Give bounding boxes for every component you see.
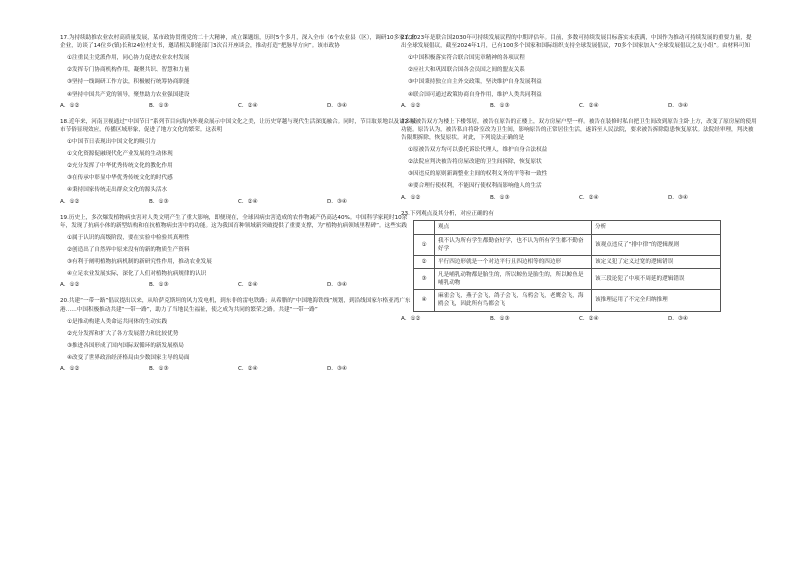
question-stem: 23.下列观点及其分析，对应正确的有 [401,210,494,217]
choice-c: C．②④ [238,102,258,109]
option: ③坚持一线调研工作方法，积极履行统筹协商职能 [67,79,190,86]
choice-b: B．①③ [149,198,169,205]
question-17 [60,34,416,110]
choice-a: A．①② [60,282,80,289]
choice-b: B．①③ [149,102,169,109]
choice-c: C．②④ [579,194,599,201]
table-row [414,234,721,255]
choice-b: B．①③ [490,315,510,322]
question-stem: 20.共建“一带一路”倡议提出以来，从哈萨克斯坦的风力发电机，到东非的雷电铁路；从希腊的“中国地海铁线”规划，到沿线国家尔格亚湾广东港……中国积极推动共建“一带一路”，助力了当地民生福祉，使之成为共同的繁荣之路。共建“一带一路” [60,298,411,313]
table-cell: ④ [414,290,435,311]
option: ②应社大和巩固联合国各会员国之间的盟友关系 [408,67,525,74]
option: ①注重民主党派作用，同心协力促进农业农村发展 [67,55,190,62]
question-stem: 18.近年来，河南卫视通过“中国节日”系列节目向海内外观众展示中国文化之美，让历史穿越与现代生活深度融合。同时，节目取景地以及诸多城市节俗显现效应，传播区域形象，促进了地方文化的繁荣。这表明 [60,118,416,133]
option: ④改变了世界政治经济格局由少数国家主导的局面 [67,354,190,361]
choice-a: A．①② [60,366,80,373]
question-stem: 17.为持续助推农业农村高质量发展，某市政协贯彻党的二十大精神，成立课题组，历时5个多月，深入全市（6个农业县（区），调研10多家农业企业，访谈了14位乡(镇)长和24位村支书，邀请相关职能部门3次召开座谈会，推动打造“把脉导方向”。该市政协 [60,35,416,50]
table-header-cell: 分析 [592,220,721,234]
choice-d: D．③④ [668,102,688,109]
option: ①中国积极落实符合联合国宪章精神的各项议程 [408,55,525,62]
option: ①原被告双方均可以委托诉讼代理人，维护自身合法权益 [408,147,548,154]
option: ③中国秉持独立自主外交政策，坚决维护自身发展利益 [408,79,542,86]
option: ④联合国可通过政策协商自身作用，维护人类共同利益 [408,91,542,98]
choice-a: A．①② [60,102,80,109]
choice-c: C．②④ [238,198,258,205]
answer-choices [60,365,416,373]
answer-choices [60,198,416,206]
choice-a: A．①② [401,315,421,322]
option: ④要合理行使权利，不能因行使权利而影响他人的生活 [408,183,542,190]
answer-choices [401,315,757,323]
choice-d: D．③④ [327,102,347,109]
option: ①文化资源促融现代化产业发展的生动体现 [67,151,173,158]
option: ④秉持国家传统走出群众文化的源头活水 [67,187,168,194]
table-cell: 该推理运用了不完全归纳推理 [592,290,721,311]
table-row [414,255,721,268]
choice-d: D．③④ [668,315,688,322]
option: ③因违反的原则新调整业主间的权利义务的平等和一致性 [408,171,548,178]
table-header-row [414,220,721,234]
choice-b: B．①③ [149,366,169,373]
table-cell: 平行四边形就是一个对边平行且四边相等的四边形 [435,255,592,268]
option: ①属于认识的高级阶段，要在实验中检验其真理性 [67,234,190,241]
question-stem: 19.历史上，多次爆发植物病虫害对人类文明产生了重大影响，即便现在，全球因病虫害造成的农作物减产仍高达40%。中国科学家耗时10余年，发现了抗病小体的新型结构和在抗植物病虫害中的功能。这为我国育种领域新突破提供了重要支撑，为“植物抗病领域里程碑”。这些实践 [60,214,408,229]
option: ①是推动构建人类命运共同体的生动实践 [67,318,168,325]
choice-d: D．③④ [327,198,347,205]
table-header-cell: 观点 [435,220,592,234]
table-cell: ③ [414,269,435,290]
table-cell: 我不认为所有学生都勤奋好学，也不认为所有学生都不勤奋好学 [435,234,592,255]
question-22 [401,118,757,202]
option: ②创造出了自然界中原来没有的新的物质生产资料 [67,246,190,253]
option: ②法院应判决被告将房屋改建的卫生间拆除，恢复原状 [408,159,542,166]
choice-b: B．①③ [490,102,510,109]
question-stem: 21.2023年是联合国2030年可持续发展议程的中期评估年。目前，多数可持续发展目标落实未获满，中国作为推动可持续发展的重要力量，提出全球发展倡议，截至2024年1月，已有100多个国家和国际组织支持全球发展倡议，70多个国家加入“全球发展倡议之友小组”。由材料可知 [401,35,752,50]
choice-c: C．②④ [579,102,599,109]
choice-c: C．②④ [579,315,599,322]
table-row [414,269,721,290]
choice-a: A．①② [60,198,80,205]
question-23 [401,210,757,323]
choice-d: D．③④ [327,282,347,289]
question-21 [401,34,757,110]
table-cell: 麻雀会飞，燕子会飞，鸽子会飞，乌鸦会飞，老鹰会飞，海鸥会飞，因此所有鸟都会飞 [435,290,592,311]
table-row [414,290,721,311]
question-18 [60,118,416,206]
option: ③在传承中彰显中华优秀传统文化的时代感 [67,175,173,182]
question-19 [60,214,416,290]
answer-choices [401,194,757,202]
choice-c: C．②④ [238,282,258,289]
answer-choices [401,102,757,110]
table-cell [414,220,435,234]
left-column [60,34,416,373]
option: ②发挥专门协商机构作用，凝聚共识、智慧和力量 [67,67,190,74]
choice-b: B．①③ [149,282,169,289]
table-cell: ① [414,234,435,255]
option: ②充分发挥了中华优秀传统文化的教化作用 [67,163,173,170]
option: ④立足农业发展实际，深化了人们对植物抗病规律的认识 [67,271,207,278]
choice-a: A．①② [401,102,421,109]
table-cell: 该三段论犯了中项不周延的逻辑错误 [592,269,721,290]
table-cell: 该观点违反了“排中律”的逻辑规则 [592,234,721,255]
option: ③有利于阐明植物抗病机制的新研究性作用，推动农业发展 [67,259,212,266]
option: ④坚持中国共产党的领导，聚焦助力农业强国建设 [67,91,190,98]
option: ②充分发挥和扩大了各方发展潜力和比较优势 [67,330,179,337]
answer-choices [60,281,416,289]
choice-a: A．①② [401,194,421,201]
answer-choices [60,102,416,110]
choice-c: C．②④ [238,366,258,373]
choice-d: D．③④ [668,194,688,201]
choice-b: B．①③ [490,194,510,201]
table-cell: 凡是哺乳动物都是胎生的，所以鲸鱼是胎生的，所以鲸鱼是哺乳动物 [435,269,592,290]
question-20 [60,297,416,373]
option: ③推进各国形成了国内国际双循环的新发展格局 [67,342,184,349]
right-column [401,34,757,323]
table-cell: ② [414,255,435,268]
question-stem: 22.原被告双方为楼上下楼邻居，被告在原告的正楼上，双方房屋户型一样。被告在装修时私自把卫生间改到原告主卧上方，改变了原房屋的使用功能。原告认为，被告私自将卧室改为卫生间，影响原告的正常居住生活，遂诉至人民法院，要求被告拆除隐患恢复原状。法院经审理，判决被告限期拆除，恢复原状。对此，下列说法正确的是 [401,118,757,141]
table-cell: 该定义犯了定义过宽的逻辑错误 [592,255,721,268]
choice-d: D．③④ [327,366,347,373]
analysis-table [413,220,721,312]
option: ①中国节日表现出中国文化的吸引力 [67,138,156,145]
